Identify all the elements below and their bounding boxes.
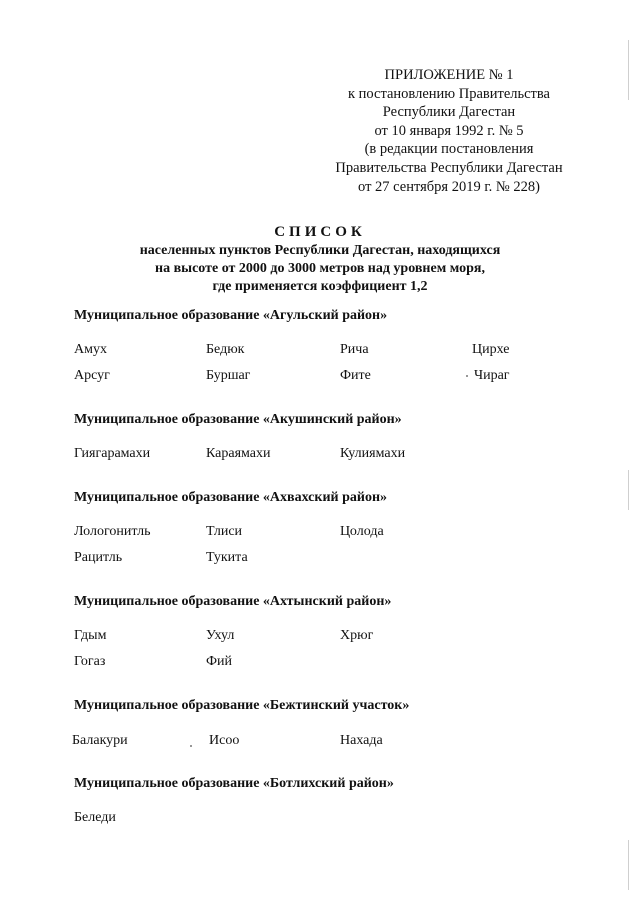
settlement-name: Рича (340, 342, 369, 357)
appendix-header (316, 66, 582, 196)
settlement-name: Тукита (206, 550, 248, 565)
scan-edge-mark (628, 470, 629, 510)
subtitle-line: где применяется коэффициент 1,2 (212, 279, 428, 294)
settlement-name: Беледи (74, 810, 116, 825)
section-title: Муниципальное образование «Бежтинский участок» (74, 698, 410, 713)
settlement-name: Тлиси (206, 524, 243, 539)
scan-edge-mark (628, 840, 629, 890)
settlement-name: Нахада (340, 733, 383, 748)
settlement-name: Караямахи (206, 446, 271, 461)
section-title: Муниципальное образование «Ахвахский район» (74, 490, 388, 505)
subtitle-line: населенных пунктов Республики Дагестан, находящихся (139, 243, 501, 258)
settlement-name: Рацитль (74, 550, 123, 565)
section-title: Муниципальное образование «Ахтынский район» (74, 594, 392, 609)
section-title: Муниципальное образование «Агульский район» (74, 308, 388, 323)
settlement-name: Хрюг (340, 628, 374, 643)
settlement-name: Гиягарамахи (74, 446, 151, 461)
settlement-name: Гдым (74, 628, 107, 643)
section-title: Муниципальное образование «Акушинский район» (74, 412, 402, 427)
header-line: (в редакции постановления (364, 141, 534, 158)
document-title-block (0, 222, 640, 296)
settlement-name: Амух (74, 342, 107, 357)
header-line: от 27 сентября 2019 г. № 228) (358, 178, 540, 195)
settlement-name: Бедюк (206, 342, 245, 357)
header-line: Правительства Республики Дагестан (335, 159, 563, 176)
settlement-name: Цирхе (472, 342, 510, 357)
settlement-name: Буршаг (206, 368, 251, 383)
settlement-name: Арсуг (74, 368, 110, 383)
settlement-name: Чираг (474, 368, 510, 383)
scan-speck (190, 745, 192, 747)
settlement-name: Ухул (206, 628, 235, 643)
settlement-name: Цолода (340, 524, 384, 539)
header-line: от 10 января 1992 г. № 5 (374, 122, 524, 139)
scan-edge-mark (628, 40, 629, 100)
settlement-name: Кулиямахи (340, 446, 406, 461)
settlement-name: Гогаз (74, 654, 106, 669)
settlement-name: Фите (340, 368, 371, 383)
section-title: Муниципальное образование «Ботлихский район» (74, 776, 394, 791)
document-title: СПИСОК (274, 224, 366, 240)
settlement-name: Лологонитль (74, 524, 151, 539)
settlement-name: Исоо (209, 733, 240, 748)
settlement-name: Фий (206, 654, 233, 669)
subtitle-line: на высоте от 2000 до 3000 метров над уровнем моря, (155, 261, 485, 276)
header-line: к постановлению Правительства (348, 85, 550, 102)
header-line: Республики Дагестан (382, 104, 516, 121)
header-line: ПРИЛОЖЕНИЕ № 1 (384, 67, 514, 83)
scan-speck (466, 375, 468, 377)
settlement-name: Балакури (72, 733, 128, 748)
